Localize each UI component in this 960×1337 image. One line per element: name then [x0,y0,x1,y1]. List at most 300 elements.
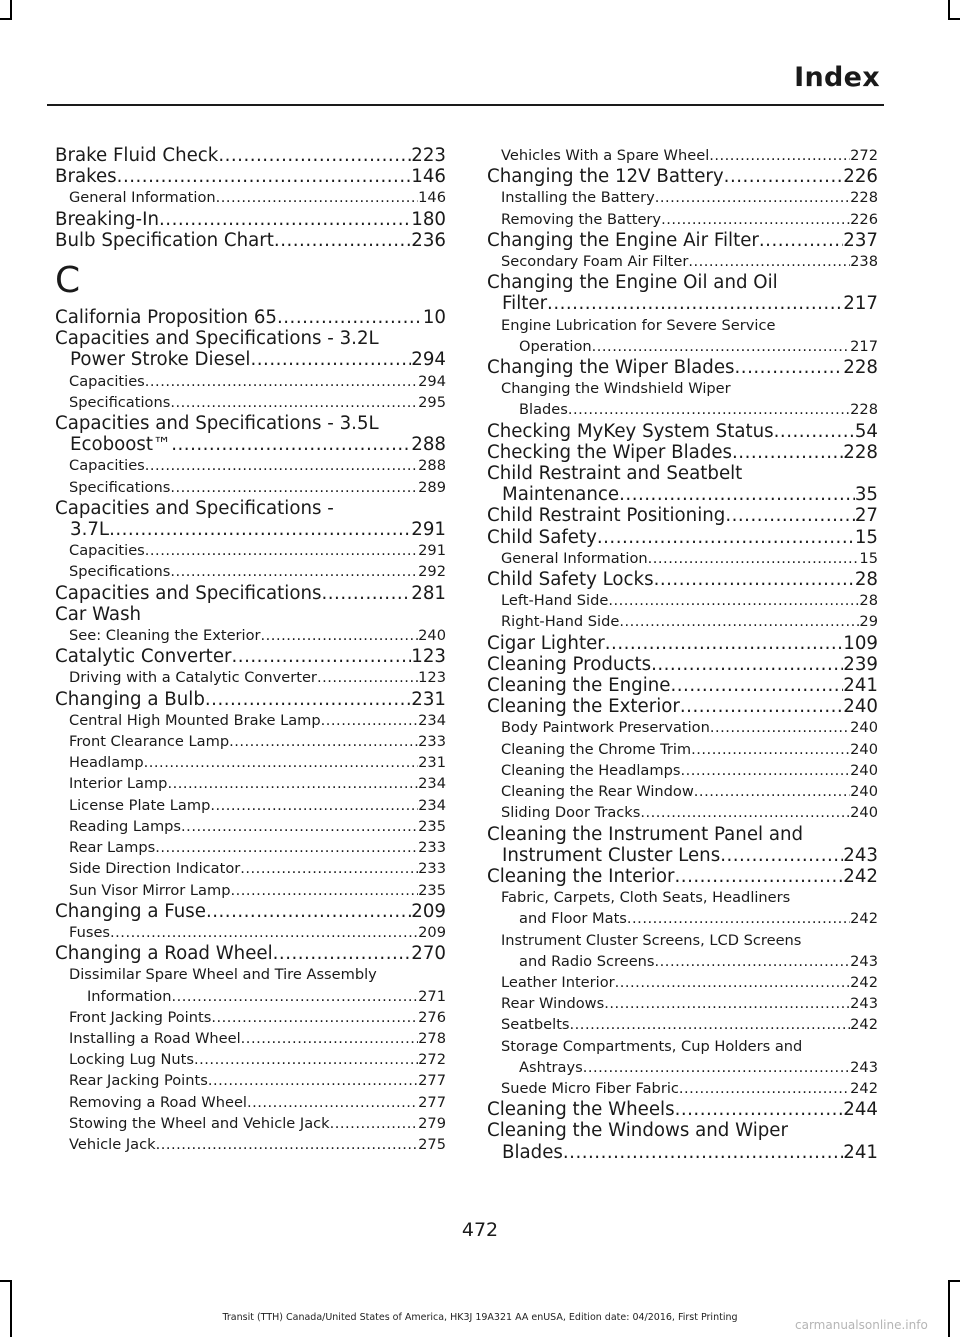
dot-leader [181,816,418,837]
entry-term: California Proposition 65 [55,307,277,329]
footer-text: Transit (TTH) Canada/United States of America, HK3J 19A321 AA enUSA, Edition date: 04/2016, First Printing [222,1312,738,1323]
dot-leader [619,484,855,505]
entry-page: 109 [843,632,878,654]
entry-page: 10 [422,307,446,329]
entry-page: 243 [843,844,878,866]
entry-page: 288 [418,457,446,475]
dot-leader [724,166,844,187]
entry-term: Power Stroke Diesel [70,349,251,371]
entry-page: 271 [418,987,446,1005]
entry-term: Vehicle Jack [69,1135,156,1153]
dot-leader [675,866,844,887]
entry-page: 240 [850,740,878,758]
entry-term: Checking MyKey System Status [487,420,774,442]
entry-term-line: Changing the Engine Oil and Oil [487,272,778,294]
entry-term: Installing a Road Wheel [69,1029,241,1047]
index-entry [55,752,446,773]
index-entry [487,251,878,272]
crop-mark [0,18,12,20]
index-entry [487,633,878,654]
dot-leader [205,689,411,710]
entry-term: Filter [502,293,548,315]
index-entry [55,392,446,413]
dot-leader [655,951,851,972]
dot-leader [675,1099,844,1120]
entry-page: 233 [418,860,446,878]
index-entry [487,421,878,442]
entry-term: Changing the Wiper Blades [487,357,735,379]
index-entry [487,696,878,717]
entry-term: Sun Visor Mirror Lamp [69,881,231,899]
index-entry [487,230,878,251]
dot-leader [597,527,855,548]
entry-page: 231 [418,754,446,772]
dot-leader [167,773,418,794]
index-entry [487,845,878,866]
index-entry-wrapped [55,498,446,540]
entry-page: 234 [418,796,446,814]
entry-page: 276 [418,1008,446,1026]
entry-page: 277 [418,1093,446,1111]
dot-leader [615,972,851,993]
index-entry [55,816,446,837]
entry-page: 123 [418,669,446,687]
dot-leader [218,145,411,166]
dot-leader [640,802,850,823]
entry-term: Left-Hand Side [501,592,609,610]
dot-leader [648,548,860,569]
entry-term-line: Instrument Cluster Screens, LCD Screens [501,931,802,949]
entry-page: 281 [411,582,446,604]
page-number: 472 [461,1219,499,1241]
entry-term: Checking the Wiper Blades [487,441,732,463]
entry-term: Changing the 12V Battery [487,166,724,188]
dot-leader [273,943,412,964]
dot-leader [651,654,843,675]
dot-leader [592,336,851,357]
index-entry [55,455,446,476]
entry-term: Side Direction Indicator [69,860,241,878]
dot-leader [568,399,850,420]
entry-term: Headlamp [69,754,144,772]
dot-leader [232,646,412,667]
entry-page: 233 [418,733,446,751]
dot-leader [317,667,418,688]
index-entry-wrapped [487,887,878,929]
index-entry [487,611,878,632]
index-entry [55,209,446,230]
entry-term: Specifications [69,393,171,411]
index-entry [501,951,878,972]
index-entry [501,908,878,929]
entry-page: 28 [859,592,878,610]
entry-page: 291 [418,542,446,560]
entry-term: Child Safety Locks [487,569,654,591]
dot-leader [735,357,844,378]
entry-term: Cleaning Products [487,653,652,675]
index-entry [487,548,878,569]
entry-page: 275 [418,1135,446,1153]
entry-term: and Floor Mats [519,910,627,928]
entry-term: Vehicles With a Spare Wheel [501,147,710,164]
index-entry [487,442,878,463]
dot-leader [670,675,843,696]
entry-term: Seatbelts [501,1016,570,1034]
entry-term: Body Paintwork Preservation [501,719,710,737]
dot-leader [216,187,419,208]
dot-leader [732,442,843,463]
index-entry [55,540,446,561]
entry-term-line: Capacities and Specifications - [55,497,334,519]
index-entry [55,1028,446,1049]
index-entry [55,795,446,816]
index-entry [487,1078,878,1099]
dot-leader [680,760,850,781]
watermark: carmanualsonline.info [795,1318,928,1332]
entry-term: Capacities and Specifications [55,582,322,604]
entry-page: 272 [850,147,878,164]
dot-leader [229,731,418,752]
entry-term: Child Safety [487,526,597,548]
dot-leader [145,540,418,561]
entry-term: Driving with a Catalytic Converter [69,669,317,687]
header-rule [47,104,884,106]
index-entry [55,307,446,328]
entry-term-line: Dissimilar Spare Wheel and Tire Assembly [69,966,377,984]
entry-term: Child Restraint Positioning [487,505,726,527]
entry-term: Instrument Cluster Lens [502,844,721,866]
entry-page: 228 [843,441,878,463]
index-entry [487,569,878,590]
entry-term: Removing a Road Wheel [69,1093,247,1111]
entry-page: 217 [850,337,878,355]
dot-leader [144,752,419,773]
dot-leader [563,1142,843,1163]
entry-term: Blades [502,1141,563,1163]
dot-leader [605,633,844,654]
entry-term: Capacities [69,542,145,560]
entry-term: Changing a Road Wheel [55,943,273,965]
dot-leader [240,858,418,879]
entry-page: 240 [418,627,446,645]
dot-leader [110,922,418,943]
dot-leader [694,781,850,802]
entry-page: 244 [843,1099,878,1121]
entry-term: Rear Windows [501,995,605,1013]
dot-leader [171,434,411,455]
entry-term-line: Capacities and Specifications - 3.2L [55,328,379,350]
index-entry-wrapped [55,328,446,370]
dot-leader [720,845,843,866]
index-entry [487,484,878,505]
entry-term: Rear Jacking Points [69,1072,208,1090]
entry-page: 242 [843,865,878,887]
entry-term: Brake Fluid Check [55,145,219,166]
entry-term: Suede Micro Fiber Fabric [501,1079,679,1097]
entry-page: 209 [418,923,446,941]
entry-page: 243 [850,1058,878,1076]
index-entry [55,731,446,752]
entry-term: Stowing the Wheel and Vehicle Jack [69,1114,330,1132]
dot-leader [247,1092,418,1113]
entry-term: Ashtrays [519,1058,583,1076]
crop-mark [0,1280,12,1282]
index-entry-wrapped [487,272,878,314]
index-entry [55,1070,446,1091]
entry-term-line: Changing the Windshield Wiper [501,380,731,398]
entry-page: 226 [850,210,878,228]
dot-leader [691,739,850,760]
entry-term: Installing the Battery [501,189,655,207]
entry-term-line: Cleaning the Windows and Wiper [487,1120,788,1142]
dot-leader [156,1134,419,1155]
index-entry [55,710,446,731]
dot-leader [709,145,850,166]
index-entry [501,336,878,357]
dot-leader [117,166,412,187]
entry-term: Leather Interior [501,973,615,991]
entry-page: 241 [843,675,878,697]
dot-leader [170,477,418,498]
dot-leader [159,209,411,230]
entry-page: 243 [850,952,878,970]
entry-page: 223 [411,145,446,166]
index-entry [487,209,878,230]
entry-term: Cleaning the Wheels [487,1099,675,1121]
index-column-right [487,145,878,1163]
entry-page: 272 [418,1051,446,1069]
entry-term: Capacities [69,457,145,475]
entry-term-line: Cleaning the Instrument Panel and [487,823,804,845]
dot-leader [608,590,859,611]
index-entry [55,837,446,858]
dot-leader [321,710,419,731]
dot-leader [241,1028,418,1049]
entry-term: Brakes [55,166,117,188]
entry-page: 209 [411,900,446,922]
index-entry [55,583,446,604]
entry-page: 235 [418,817,446,835]
crop-mark [948,1280,960,1282]
dot-leader [710,717,850,738]
entry-term: Front Clearance Lamp [69,733,230,751]
entry-page: 29 [859,613,878,631]
entry-term: General Information [501,549,648,567]
index-entry [487,675,878,696]
index-entry [487,717,878,738]
entry-term: Central High Mounted Brake Lamp [69,711,321,729]
entry-page: 240 [850,719,878,737]
entry-term: Ecoboost™ [70,434,172,456]
dot-leader [261,625,419,646]
index-entry [487,972,878,993]
index-entry [55,477,446,498]
dot-leader [274,230,411,251]
index-entry-wrapped [487,930,878,972]
entry-page: 270 [411,943,446,965]
dot-leader [759,230,843,251]
entry-page: 146 [411,166,446,188]
crop-mark [10,1280,12,1337]
crop-mark [10,0,12,20]
index-entry [55,667,446,688]
entry-page: 292 [418,563,446,581]
entry-term: Interior Lamp [69,775,168,793]
index-entry [55,145,446,166]
entry-term: Specifications [69,563,171,581]
index-entry [55,773,446,794]
entry-term-line: Engine Lubrication for Severe Service [501,316,776,334]
entry-term: Blades [519,401,568,419]
entry-page: 294 [411,349,446,371]
index-entry [55,858,446,879]
entry-page: 279 [418,1114,446,1132]
entry-term: 3.7L [70,519,110,541]
index-entry [501,399,878,420]
entry-page: 236 [411,229,446,251]
entry-page: 237 [843,229,878,251]
dot-leader [194,1049,418,1070]
entry-page: 54 [854,420,878,442]
index-entry [55,187,446,208]
entry-term: Removing the Battery [501,210,662,228]
dot-leader [211,1007,418,1028]
index-entry [55,1092,446,1113]
index-entry [55,166,446,187]
dot-leader [145,455,418,476]
entry-term: Breaking-In [55,208,160,230]
entry-page: 233 [418,839,446,857]
index-entry [55,880,446,901]
entry-term-line: Fabric, Carpets, Cloth Seats, Headliners [501,889,791,907]
entry-term-line: Capacities and Specifications - 3.5L [55,413,379,435]
dot-leader [170,561,418,582]
entry-page: 242 [850,1016,878,1034]
dot-leader [583,1057,850,1078]
entry-page: 243 [850,995,878,1013]
entry-term: Changing the Engine Air Filter [487,229,759,251]
entry-term: Specifications [69,478,171,496]
entry-page: 294 [418,372,446,390]
dot-leader [321,583,411,604]
dot-leader [145,371,418,392]
index-entry [55,230,446,251]
entry-page: 15 [854,526,878,548]
entry-page: 234 [418,775,446,793]
entry-term: Cigar Lighter [487,632,605,654]
index-entry [55,349,446,370]
entry-term: Catalytic Converter [55,646,232,668]
entry-page: 242 [850,1079,878,1097]
entry-page: 238 [850,253,878,271]
entry-term: Maintenance [502,484,620,506]
entry-page: 241 [843,1141,878,1163]
dot-leader [679,1078,850,1099]
index-entry-wrapped [487,1120,878,1162]
entry-page: 295 [418,393,446,411]
entry-page: 217 [843,293,878,315]
entry-page: 28 [854,569,878,591]
entry-page: 277 [418,1072,446,1090]
dot-leader [570,1014,851,1035]
entry-term: Fuses [69,923,111,941]
index-entry [487,187,878,208]
index-entry [487,166,878,187]
entry-term: Right-Hand Side [501,613,620,631]
dot-leader [619,611,859,632]
index-entry-wrapped [55,413,446,455]
index-entry [55,371,446,392]
entry-page: 35 [854,484,878,506]
index-entry [487,1099,878,1120]
index-entry-wrapped [487,463,878,505]
index-entry [55,689,446,710]
entry-page: 123 [411,646,446,668]
index-entry [487,293,878,314]
entry-term: Secondary Foam Air Filter [501,253,689,271]
index-entry-wrapped [487,824,878,866]
index-entry [55,1007,446,1028]
dot-leader [330,1113,419,1134]
entry-page: 288 [411,434,446,456]
entry-page: 291 [411,519,446,541]
entry-page: 231 [411,688,446,710]
crop-mark [948,18,960,20]
index-entry [501,1057,878,1078]
index-entry-wrapped [487,1036,878,1078]
entry-term: General Information [69,189,216,207]
index-entry [69,986,446,1007]
entry-term: See: Cleaning the Exterior [69,627,261,645]
index-entry [487,357,878,378]
entry-term: Changing a Bulb [55,688,205,710]
dot-leader [655,187,850,208]
entry-term: Cleaning the Rear Window [501,783,694,801]
dot-leader [680,696,843,717]
entry-term: Changing a Fuse [55,900,206,922]
entry-term: Information [87,987,172,1005]
page-title: Index [794,62,880,93]
crop-mark [948,1280,950,1337]
index-entry [55,1134,446,1155]
index-entry [55,943,446,964]
index-entry [55,434,446,455]
entry-page: 226 [843,166,878,188]
entry-page: 27 [854,505,878,527]
dot-leader [208,1070,418,1091]
entry-page: 228 [843,357,878,379]
entry-term: Sliding Door Tracks [501,804,641,822]
index-entry [55,561,446,582]
index-entry [487,993,878,1014]
dot-leader [774,421,855,442]
entry-page: 242 [850,973,878,991]
entry-page: 228 [850,189,878,207]
index-entry [487,654,878,675]
entry-term: Cleaning the Exterior [487,696,680,718]
entry-term: and Radio Screens [519,952,655,970]
entry-page: 242 [850,910,878,928]
entry-term: Cleaning the Engine [487,675,671,697]
index-column-left [55,145,446,1155]
index-entry [487,145,878,166]
section-letter: C [55,260,81,302]
index-entry [487,505,878,526]
entry-term: Capacities [69,372,145,390]
dot-leader [277,307,423,328]
entry-term-line: Storage Compartments, Cup Holders and [501,1037,803,1055]
entry-term: Reading Lamps [69,817,182,835]
